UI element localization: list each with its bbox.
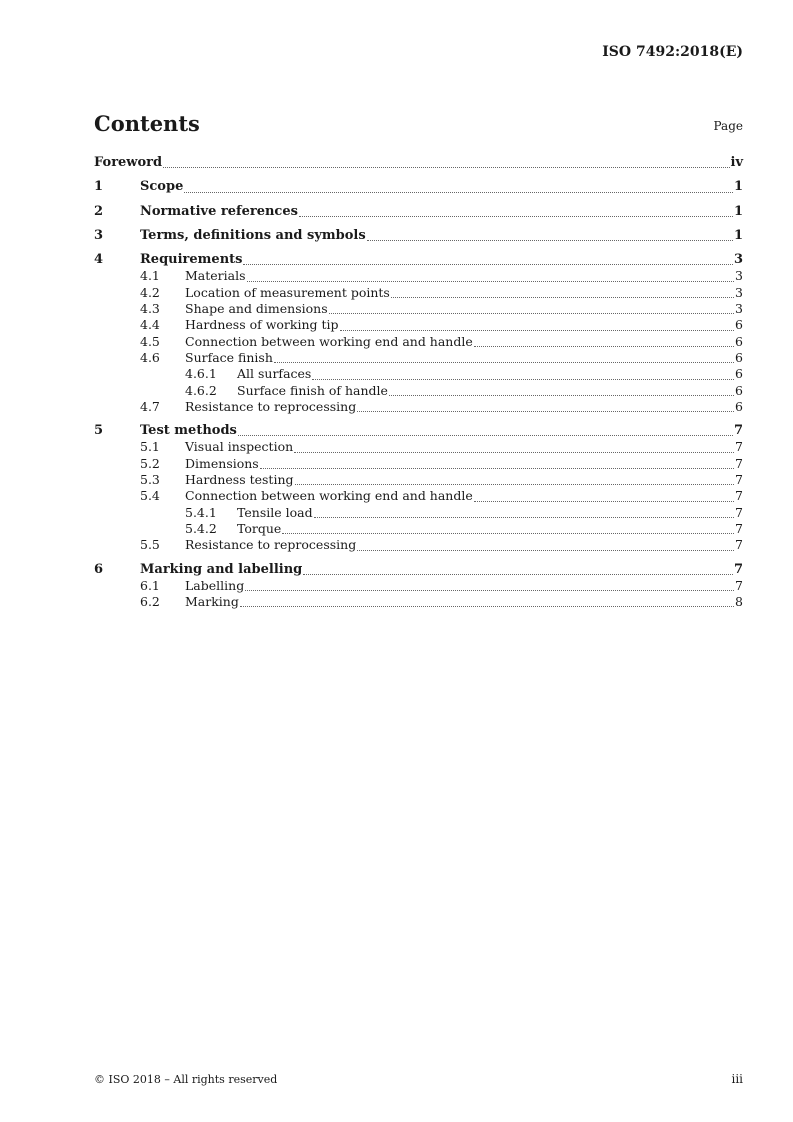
toc-entry-number: 5.4.1 xyxy=(185,504,217,520)
toc-entry-number: 4.7 xyxy=(140,398,160,414)
toc-entry-title: Materials xyxy=(185,268,246,284)
toc-entry-page: 7 xyxy=(735,537,743,553)
toc-entry-section-4-1[interactable] xyxy=(94,268,743,284)
dot-leader xyxy=(243,264,732,265)
dot-leader xyxy=(312,379,734,380)
toc-entry-title: Torque xyxy=(237,520,282,536)
toc-entry-title: Shape and dimensions xyxy=(185,301,328,317)
dot-leader xyxy=(474,346,734,347)
toc-entry-title: Hardness of working tip xyxy=(185,317,339,333)
toc-entry-number: 5 xyxy=(94,423,104,439)
dot-leader xyxy=(238,435,733,436)
toc-entry-page: 8 xyxy=(735,594,743,610)
toc-entry-number: 5.5 xyxy=(140,537,160,553)
dot-leader xyxy=(299,216,733,217)
toc-entry-section-4-2[interactable] xyxy=(94,285,743,301)
toc-entry-title: Requirements xyxy=(140,252,243,268)
toc-entry-section-5-4-1[interactable] xyxy=(94,505,743,521)
dot-leader xyxy=(260,468,734,469)
toc-entry-section-1[interactable] xyxy=(94,179,743,195)
toc-entry-section-5-5[interactable] xyxy=(94,537,743,553)
footer-page-number: iii xyxy=(731,1072,743,1086)
dot-leader xyxy=(357,411,734,412)
toc-entry-section-6-2[interactable] xyxy=(94,594,743,610)
toc-entry-page: 3 xyxy=(733,252,743,268)
toc-entry-section-5[interactable] xyxy=(94,423,743,439)
dot-leader xyxy=(391,297,734,298)
toc-entry-title: Dimensions xyxy=(185,455,259,471)
toc-entry-title: Resistance to reprocessing xyxy=(185,537,357,553)
toc-entry-section-4[interactable] xyxy=(94,252,743,268)
toc-entry-section-4-3[interactable] xyxy=(94,301,743,317)
toc-entry-title: Foreword xyxy=(94,155,163,170)
toc-entry-page: 1 xyxy=(733,227,743,243)
dot-leader xyxy=(389,395,734,396)
toc-entry-page: 6 xyxy=(735,317,743,333)
toc-entry-number: 3 xyxy=(94,227,104,243)
toc-entry-foreword[interactable] xyxy=(94,155,743,171)
document-standard-number: ISO 7492:2018(E) xyxy=(602,44,743,60)
toc-entry-number: 5.3 xyxy=(140,472,160,488)
toc-entry-section-5-4-2[interactable] xyxy=(94,521,743,537)
toc-entry-title: Visual inspection xyxy=(185,439,294,455)
toc-entry-title: All surfaces xyxy=(237,366,312,382)
dot-leader xyxy=(163,167,729,168)
toc-entry-page: 1 xyxy=(733,179,743,195)
toc-entry-section-2[interactable] xyxy=(94,204,743,220)
toc-entry-section-5-2[interactable] xyxy=(94,456,743,472)
toc-entry-title: Tensile load xyxy=(237,504,313,520)
toc-entry-page: 7 xyxy=(735,439,743,455)
page-title: Contents xyxy=(94,111,200,136)
toc-entry-page: 6 xyxy=(735,382,743,398)
toc-entry-title: Marking and labelling xyxy=(140,561,303,577)
toc-entry-title: Labelling xyxy=(185,577,245,593)
dot-leader xyxy=(295,484,735,485)
toc-entry-number: 4 xyxy=(94,252,104,268)
toc-entry-title: Test methods xyxy=(140,423,237,439)
toc-entry-section-4-5[interactable] xyxy=(94,334,743,350)
toc-entry-section-5-3[interactable] xyxy=(94,472,743,488)
toc-entry-section-3[interactable] xyxy=(94,228,743,244)
dot-leader xyxy=(340,330,735,331)
footer-copyright: © ISO 2018 – All rights reserved xyxy=(94,1073,278,1086)
toc-entry-title: Connection between working end and handle xyxy=(185,488,473,504)
toc-entry-title: Surface finish of handle xyxy=(237,382,388,398)
toc-entry-page: 1 xyxy=(733,203,743,219)
dot-leader xyxy=(367,240,733,241)
toc-entry-page: 3 xyxy=(735,301,743,317)
dot-leader xyxy=(245,590,734,591)
dot-leader xyxy=(247,281,735,282)
toc-entry-title: Connection between working end and handle xyxy=(185,333,473,349)
toc-entry-number: 4.6.1 xyxy=(185,366,217,382)
toc-entry-number: 4.1 xyxy=(140,268,160,284)
dot-leader xyxy=(294,452,734,453)
toc-entry-number: 5.2 xyxy=(140,455,160,471)
toc-entry-page: 3 xyxy=(735,268,743,284)
toc-entry-number: 5.1 xyxy=(140,439,160,455)
toc-entry-title: Scope xyxy=(140,179,184,195)
toc-entry-page: 7 xyxy=(735,455,743,471)
toc-entry-page: 3 xyxy=(735,284,743,300)
toc-entry-section-4-4[interactable] xyxy=(94,317,743,333)
toc-entry-number: 4.5 xyxy=(140,333,160,349)
toc-entry-number: 4.3 xyxy=(140,301,160,317)
table-of-contents xyxy=(94,155,743,610)
dot-leader xyxy=(474,501,734,502)
toc-entry-section-4-7[interactable] xyxy=(94,399,743,415)
dot-leader xyxy=(357,550,734,551)
dot-leader xyxy=(240,606,734,607)
toc-entry-number: 1 xyxy=(94,179,104,195)
toc-entry-section-4-6-1[interactable] xyxy=(94,366,743,382)
toc-entry-title: Resistance to reprocessing xyxy=(185,398,357,414)
dot-leader xyxy=(282,533,734,534)
toc-entry-section-4-6-2[interactable] xyxy=(94,383,743,399)
toc-entry-number: 4.6 xyxy=(140,349,160,365)
toc-entry-page: 7 xyxy=(733,561,743,577)
toc-entry-title: Normative references xyxy=(140,203,298,219)
dot-leader xyxy=(303,574,733,575)
toc-entry-page: iv xyxy=(730,155,743,170)
toc-entry-number: 5.4.2 xyxy=(185,520,217,536)
toc-entry-title: Terms, definitions and symbols xyxy=(140,227,366,243)
toc-entry-title: Hardness testing xyxy=(185,472,294,488)
toc-entry-title: Surface finish xyxy=(185,349,273,365)
dot-leader xyxy=(184,192,733,193)
toc-entry-section-6-1[interactable] xyxy=(94,578,743,594)
toc-entry-page: 7 xyxy=(735,504,743,520)
toc-entry-title: Marking xyxy=(185,594,239,610)
toc-entry-page: 6 xyxy=(735,366,743,382)
dot-leader xyxy=(274,362,734,363)
toc-entry-page: 6 xyxy=(735,349,743,365)
toc-entry-section-5-4[interactable] xyxy=(94,488,743,504)
toc-entry-title: Location of measurement points xyxy=(185,284,390,300)
toc-entry-page: 6 xyxy=(735,333,743,349)
toc-entry-section-6[interactable] xyxy=(94,562,743,578)
toc-entry-page: 7 xyxy=(735,488,743,504)
page-column-label: Page xyxy=(713,119,743,133)
toc-entry-number: 2 xyxy=(94,203,104,219)
toc-entry-number: 6 xyxy=(94,561,104,577)
toc-entry-number: 4.4 xyxy=(140,317,160,333)
toc-entry-page: 7 xyxy=(735,472,743,488)
toc-entry-section-4-6[interactable] xyxy=(94,350,743,366)
toc-entry-number: 6.2 xyxy=(140,594,160,610)
toc-entry-number: 4.2 xyxy=(140,284,160,300)
toc-entry-section-5-1[interactable] xyxy=(94,439,743,455)
toc-entry-page: 6 xyxy=(735,398,743,414)
toc-entry-number: 4.6.2 xyxy=(185,382,217,398)
toc-entry-page: 7 xyxy=(733,423,743,439)
toc-entry-number: 6.1 xyxy=(140,577,160,593)
toc-entry-page: 7 xyxy=(735,577,743,593)
toc-entry-number: 5.4 xyxy=(140,488,160,504)
dot-leader xyxy=(329,313,734,314)
dot-leader xyxy=(314,517,734,518)
toc-entry-page: 7 xyxy=(735,520,743,536)
